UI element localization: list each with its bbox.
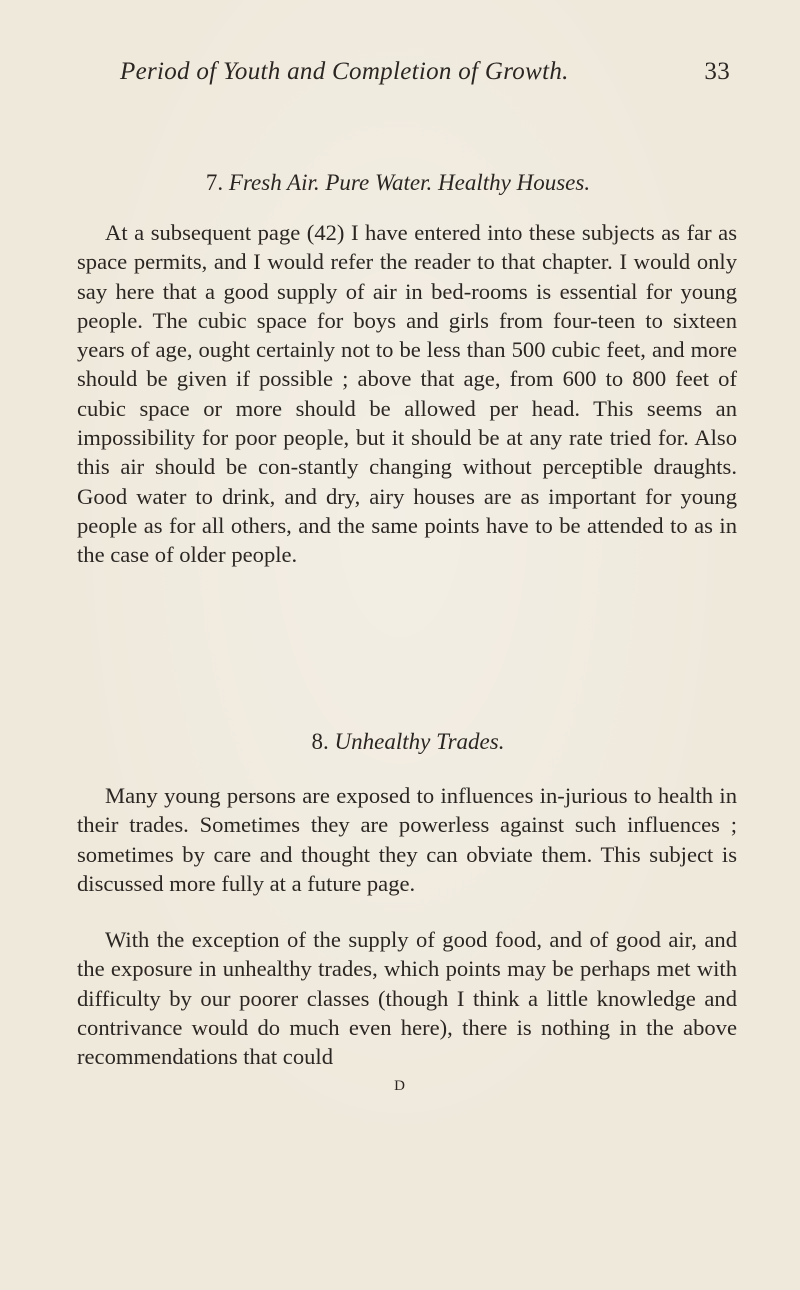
section-8-title: Unhealthy Trades. <box>334 729 505 754</box>
section-8-number: 8. <box>311 729 329 754</box>
section-8-paragraph-2: With the exception of the supply of good food, and of good air, and the exposure in unhealthy trades, which points may be perhaps met with difficulty by our poorer classes (though I think a little knowledge and contrivance would do much even here), there is nothing in the above recommendations that could <box>77 927 737 1070</box>
running-head <box>110 58 730 94</box>
section-8-paragraph-1: Many young persons are exposed to influences in-jurious to health in their trades. Sometimes they are powerless against such influences ; sometimes by care and thought they can obviate them. This subject is discussed more fully at a future page. <box>77 783 737 896</box>
section-8-heading <box>8 729 800 755</box>
running-head-title: Period of Youth and Completion of Growth. <box>120 58 569 85</box>
section-7-number: 7. <box>205 170 224 195</box>
signature-mark: D <box>394 1078 406 1094</box>
section-7-title: Fresh Air. Pure Water. Healthy Houses. <box>228 170 591 195</box>
page-number: 33 <box>704 58 730 85</box>
section-7-heading <box>0 170 798 196</box>
section-7-paragraph: At a subsequent page (42) I have entered into these subjects as far as space permits, and I would refer the reader to that chapter. I would only say here that a good supply of air in bed-rooms is essential for young people. The cubic space for boys and girls from four-teen to sixteen years of age, ought certainly not to be less than 500 cubic feet, and more should be given if possible ; above that age, from 600 to 800 feet of cubic space or more should be allowed per head. This seems an impossibility for poor people, but it should be at any rate tried for. Also this air should be con-stantly changing without perceptible draughts. Good water to drink, and dry, airy houses are as important for young people as for all others, and the same points have to be attended to as in the case of older people. <box>77 220 737 568</box>
